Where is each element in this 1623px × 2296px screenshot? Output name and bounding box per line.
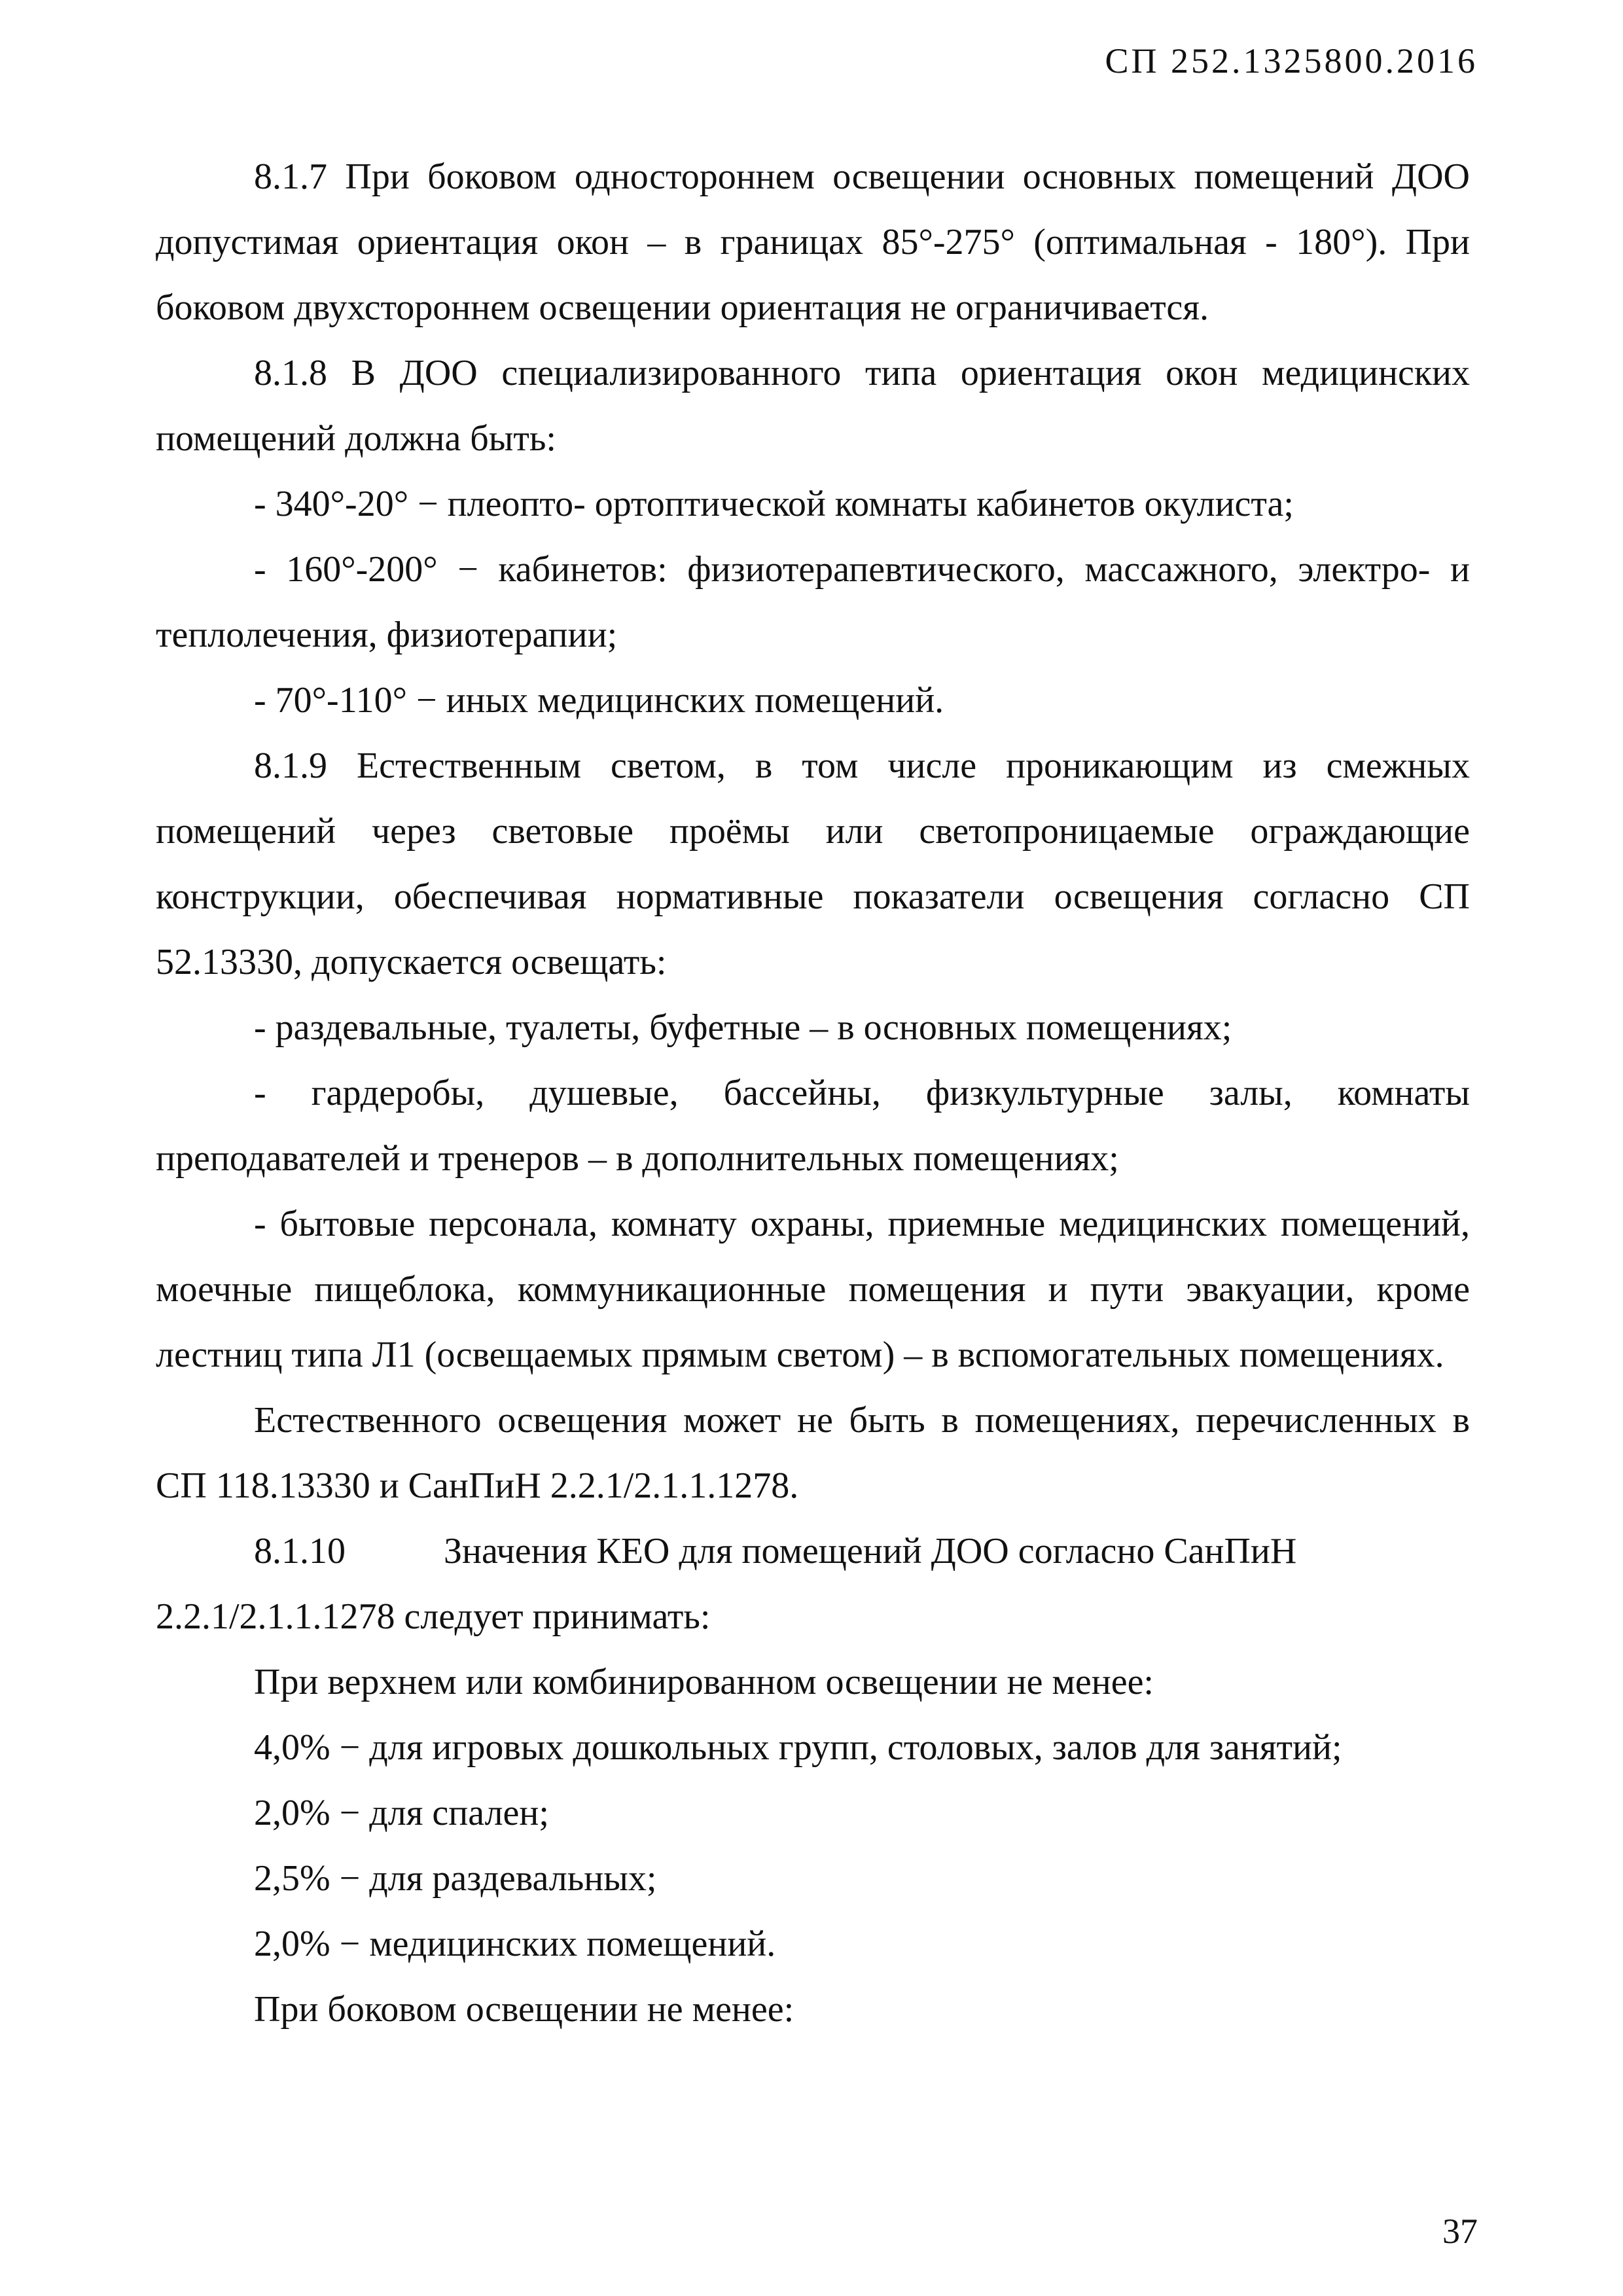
paragraph-8-1-7: 8.1.7 При боковом одностороннем освещении основных помещений ДОО допустимая ориентация окон – в границах 85°-275° (оптимальная - 180°). При боковом двухстороннем освещении ориентация не ограничивается. — [156, 156, 1470, 328]
paragraph-8-1-10-continuation: 2.2.1/2.1.1.1278 следует принимать: — [156, 1596, 711, 1637]
keo-value-line: 2,0% − для спален; — [254, 1793, 549, 1833]
list-item: - раздевальные, туалеты, буфетные – в основных помещениях; — [254, 1007, 1232, 1048]
keo-value-line: 2,5% − для раздевальных; — [254, 1858, 657, 1899]
paragraph-8-1-10 — [156, 1518, 1470, 1584]
side-lighting-intro: При боковом освещении не менее: — [254, 1989, 794, 2030]
document-code: СП 252.1325800.2016 — [1105, 41, 1478, 81]
list-item: - 70°-110° − иных медицинских помещений. — [254, 680, 944, 721]
keo-value-line: 4,0% − для игровых дошкольных групп, столовых, залов для занятий; — [254, 1727, 1342, 1768]
top-lighting-intro: При верхнем или комбинированном освещении не менее: — [254, 1662, 1154, 1702]
clause-text: Значения КЕО для помещений ДОО согласно СанПиН — [444, 1531, 1297, 1571]
keo-value-line: 2,0% − медицинских помещений. — [254, 1924, 776, 1964]
list-item: - 160°-200° − кабинетов: физиотерапевтического, массажного, электро- и теплолечения, физиотерапии; — [156, 549, 1470, 655]
paragraph-8-1-9: 8.1.9 Естественным светом, в том числе проникающим из смежных помещений через световые проёмы или светопроницаемые ограждающие конструкции, обеспечивая нормативные показатели освещения согласно СП 52.13330, допускается освещать: — [156, 745, 1470, 982]
page-number: 37 — [1442, 2212, 1478, 2251]
paragraph-8-1-8: 8.1.8 В ДОО специализированного типа ориентация окон медицинских помещений должна быть: — [156, 353, 1470, 459]
list-item: - 340°-20° − плеопто- ортоптической комнаты кабинетов окулиста; — [254, 484, 1294, 524]
list-item: - гардеробы, душевые, бассейны, физкультурные залы, комнаты преподавателей и тренеров – в дополнительных помещениях; — [156, 1073, 1470, 1179]
page-body — [156, 144, 1470, 2042]
clause-number: 8.1.10 — [254, 1531, 346, 1571]
list-item: - бытовые персонала, комнату охраны, приемные медицинских помещений, моечные пищеблока, коммуникационные помещения и пути эвакуации, кроме лестниц типа Л1 (освещаемых прямым светом) – в вспомогательных помещениях. — [156, 1204, 1470, 1375]
paragraph-natural-lighting: Естественного освещения может не быть в помещениях, перечисленных в СП 118.13330 и СанПиН 2.2.1/2.1.1.1278. — [156, 1400, 1470, 1506]
